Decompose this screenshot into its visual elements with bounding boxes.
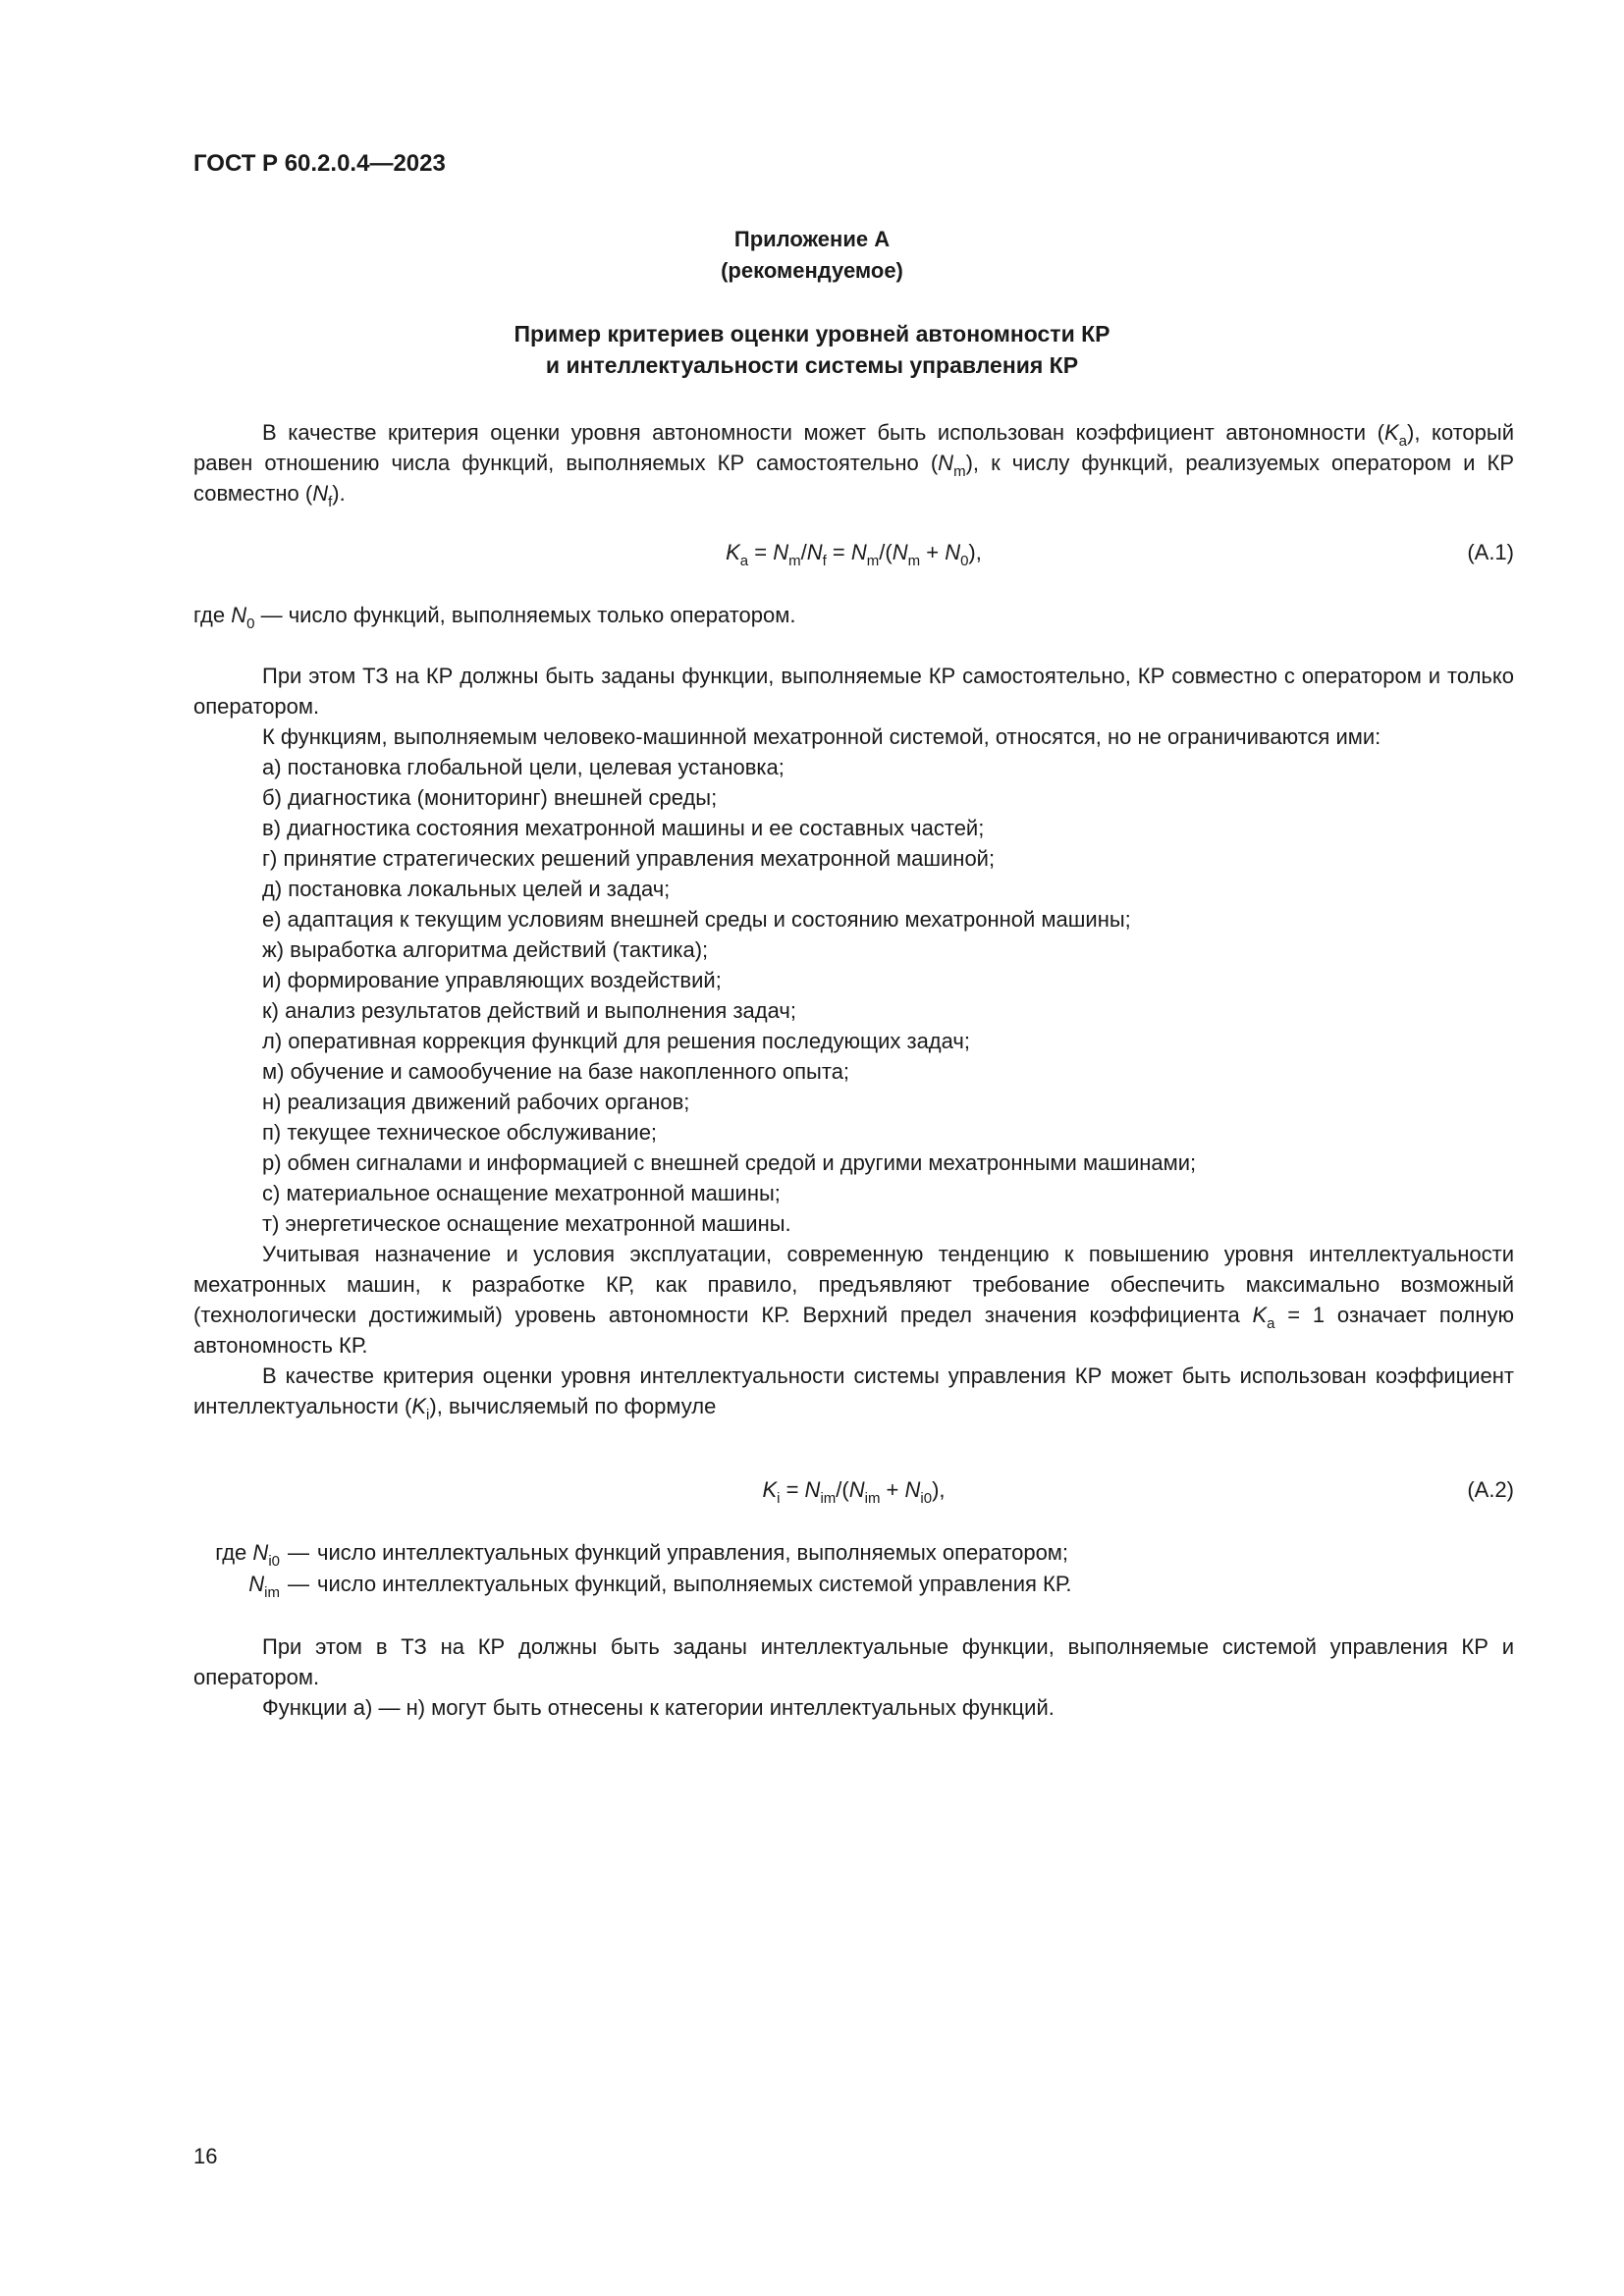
- paragraph-tz-intellect: При этом в ТЗ на КР должны быть заданы интеллектуальные функции, выполняемые системой управления КР и оператором.: [193, 1634, 1514, 1689]
- page-number: 16: [193, 2144, 218, 2168]
- function-item: б) диагностика (мониторинг) внешней среды;: [262, 785, 718, 810]
- main-text-block: [193, 661, 1514, 1421]
- function-item: и) формирование управляющих воздействий;: [262, 968, 722, 992]
- function-item: к) анализ результатов действий и выполнения задач;: [262, 998, 796, 1023]
- function-item: г) принятие стратегических решений управления мехатронной машиной;: [262, 846, 996, 871]
- formula-a1: [193, 540, 1514, 570]
- function-item: м) обучение и самообучение на базе накопленного опыта;: [262, 1059, 850, 1084]
- formula-a2: [193, 1477, 1514, 1508]
- function-item: с) материальное оснащение мехатронной машины;: [262, 1181, 781, 1205]
- functions-list: [193, 752, 1514, 1239]
- function-item: в) диагностика состояния мехатронной машины и ее составных частей;: [262, 816, 985, 840]
- function-item: п) текущее техническое обслуживание;: [262, 1120, 658, 1145]
- formula-a1-expression: $K_a = N_m/N_f = N_m/(N_m + N_0)$,: [726, 540, 982, 569]
- formula-a2-number: (А.2): [1467, 1477, 1514, 1502]
- where-nim-row: $N_{im}$ — число интеллектуальных функций, выполняемых системой управления КР.: [248, 1572, 1072, 1601]
- where-ni0-row: где $N_{i0}$ — число интеллектуальных функций управления, выполняемых оператором;: [215, 1540, 1069, 1570]
- paragraph-intellect-criterion: В качестве критерия оценки уровня интеллектуальности системы управления КР может быть использован коэффициент интеллектуальности $(K_i)$, вычисляемый по формуле: [193, 1363, 1514, 1423]
- function-item: л) оперативная коррекция функций для решения последующих задач;: [262, 1029, 970, 1053]
- paragraph-autonomy-criterion: В качестве критерия оценки уровня автономности может быть использован коэффициент автономности $(K_a)$, который равен отношению числа функций, выполняемых КР самостоятельно $(N_m)$, к числу функций, реализуемых оператором и КР совместно $(N_f)$.: [193, 420, 1515, 510]
- appendix-status: (рекомендуемое): [721, 258, 903, 283]
- paragraph-functions-category: Функции а) — н) могут быть отнесены к категории интеллектуальных функций.: [262, 1695, 1055, 1720]
- where-n0: где $N_0$ — число функций, выполняемых только оператором.: [193, 603, 796, 632]
- formula-a2-expression: $K_i = N_{im}/(N_{im} + N_{i0})$,: [762, 1477, 946, 1507]
- paragraph-max-autonomy: Учитывая назначение и условия эксплуатации, современную тенденцию к повышению уровня интеллектуальности мехатронных машин, к разработке КР, как правило, предъявляют требование обеспечить максимально возможный (технологически достижимый) уровень автономности КР. Верхний предел значения коэффициента $K_a = 1$ означает полную автономность КР.: [193, 1242, 1514, 1358]
- appendix-heading-line1: Пример критериев оценки уровней автономности КР: [514, 321, 1110, 347]
- function-item: н) реализация движений рабочих органов;: [262, 1090, 690, 1114]
- paragraph-tz-functions: При этом ТЗ на КР должны быть заданы функции, выполняемые КР самостоятельно, КР совместно с оператором и только оператором.: [193, 664, 1514, 719]
- where-definitions: [193, 1537, 1071, 1600]
- paragraph-functions-intro: К функциям, выполняемым человеко-машинной мехатронной системой, относятся, но не ограничиваются ими:: [262, 724, 1381, 749]
- function-item: ж) выработка алгоритма действий (тактика);: [262, 937, 709, 962]
- appendix-heading-line2: и интеллектуальности системы управления КР: [545, 352, 1079, 378]
- standard-id: ГОСТ Р 60.2.0.4—2023: [193, 150, 446, 177]
- function-item: д) постановка локальных целей и задач;: [262, 877, 671, 901]
- final-text-block: [193, 1631, 1514, 1723]
- function-item: е) адаптация к текущим условиям внешней среды и состоянию мехатронной машины;: [262, 907, 1131, 932]
- function-item: р) обмен сигналами и информацией с внешней средой и другими мехатронными машинами;: [262, 1150, 1197, 1175]
- function-item: т) энергетическое оснащение мехатронной машины.: [262, 1211, 791, 1236]
- function-item: а) постановка глобальной цели, целевая установка;: [262, 755, 785, 779]
- formula-a1-number: (А.1): [1467, 540, 1514, 564]
- appendix-title: Приложение А: [733, 227, 891, 251]
